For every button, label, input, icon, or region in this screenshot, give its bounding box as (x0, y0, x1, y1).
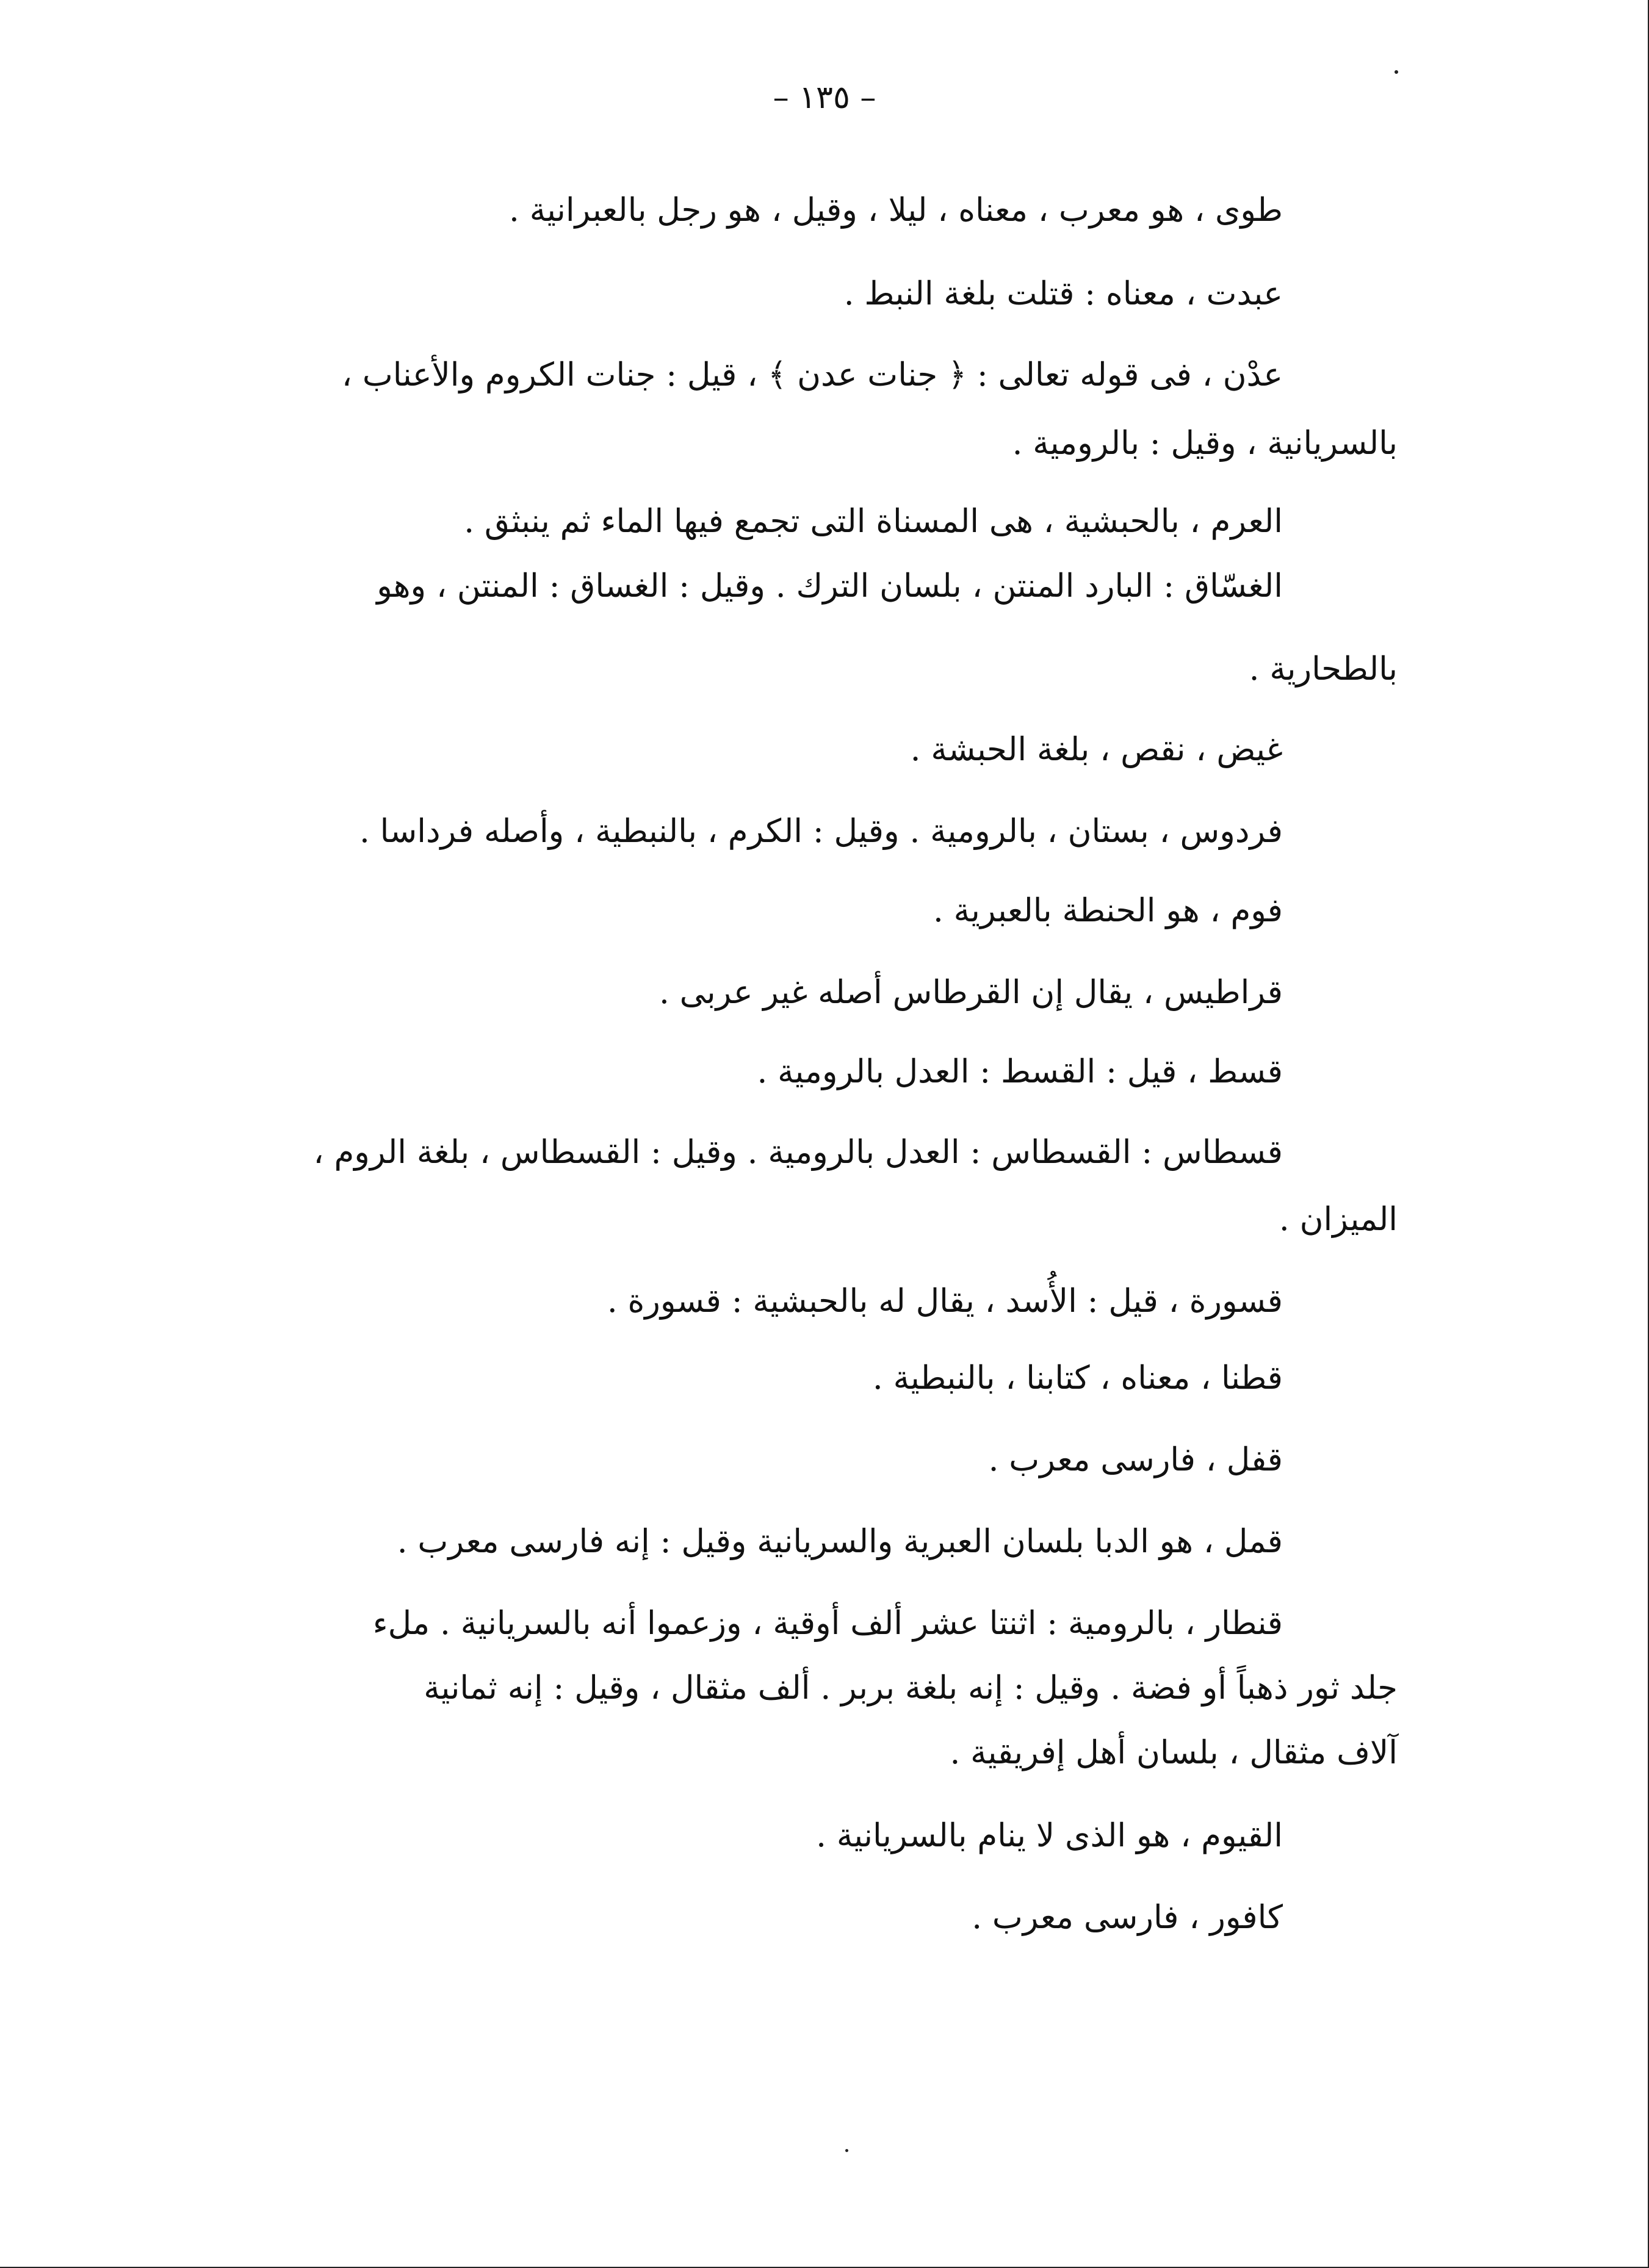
entry-line: بالسريانية ، وقيل : بالرومية . (1012, 425, 1398, 462)
entry-line: الميزان . (1279, 1201, 1398, 1238)
entry-line: قمل ، هو الدبا بلسان العبرية والسريانية وقيل : إنه فارسى معرب . (397, 1523, 1283, 1560)
entry-line: غيض ، نقص ، بلغة الحبشة . (910, 731, 1283, 768)
entry-line: طوى ، هو معرب ، معناه ، ليلا ، وقيل ، هو رجل بالعبرانية . (509, 192, 1283, 229)
entry-line: قنطار ، بالرومية : اثنتا عشر ألف أوقية ، وزعموا أنه بالسريانية . ملء (372, 1605, 1283, 1642)
entry-line: العرم ، بالحبشية ، هى المسناة التى تجمع فيها الماء ثم ينبثق . (464, 503, 1283, 540)
entry-line: فردوس ، بستان ، بالرومية . وقيل : الكرم ، بالنبطية ، وأصله فرداسا . (359, 813, 1283, 850)
entry-line: قراطيس ، يقال إن القرطاس أصله غير عربى . (659, 974, 1283, 1011)
scan-speck (1395, 70, 1398, 74)
entry-line: جلد ثور ذهباً أو فضة . وقيل : إنه بلغة بربر . ألف مثقال ، وقيل : إنه ثمانية (424, 1669, 1398, 1707)
entry-line: كافور ، فارسى معرب . (972, 1899, 1283, 1936)
entry-line: الغسّاق : البارد المنتن ، بلسان الترك . وقيل : الغساق : المنتن ، وهو (377, 567, 1283, 605)
entry-line: عبدت ، معناه : قتلت بلغة النبط . (843, 275, 1283, 312)
page-number: – ١٣٥ – (773, 79, 876, 116)
entry-line: قسطاس : القسطاس : العدل بالرومية . وقيل : القسطاس ، بلغة الروم ، (313, 1134, 1283, 1171)
entry-line: قفل ، فارسى معرب . (988, 1441, 1283, 1478)
entry-line: عدْن ، فى قوله تعالى : ﴿ جنات عدن ﴾ ، قيل : جنات الكروم والأعناب ، (341, 356, 1283, 394)
entry-line: قسورة ، قيل : الأُسد ، يقال له بالحبشية : قسورة . (607, 1283, 1283, 1320)
entry-line: بالطحارية . (1249, 650, 1398, 688)
scan-speck (845, 2149, 848, 2152)
entry-line: قسط ، قيل : القسط : العدل بالرومية . (757, 1053, 1283, 1090)
entry-line: قطنا ، معناه ، كتابنا ، بالنبطية . (872, 1359, 1283, 1397)
entry-line: آلاف مثقال ، بلسان أهل إفريقية . (950, 1734, 1398, 1771)
entry-line: القيوم ، هو الذى لا ينام بالسريانية . (816, 1817, 1283, 1854)
entry-line: فوم ، هو الحنطة بالعبرية . (933, 892, 1283, 929)
